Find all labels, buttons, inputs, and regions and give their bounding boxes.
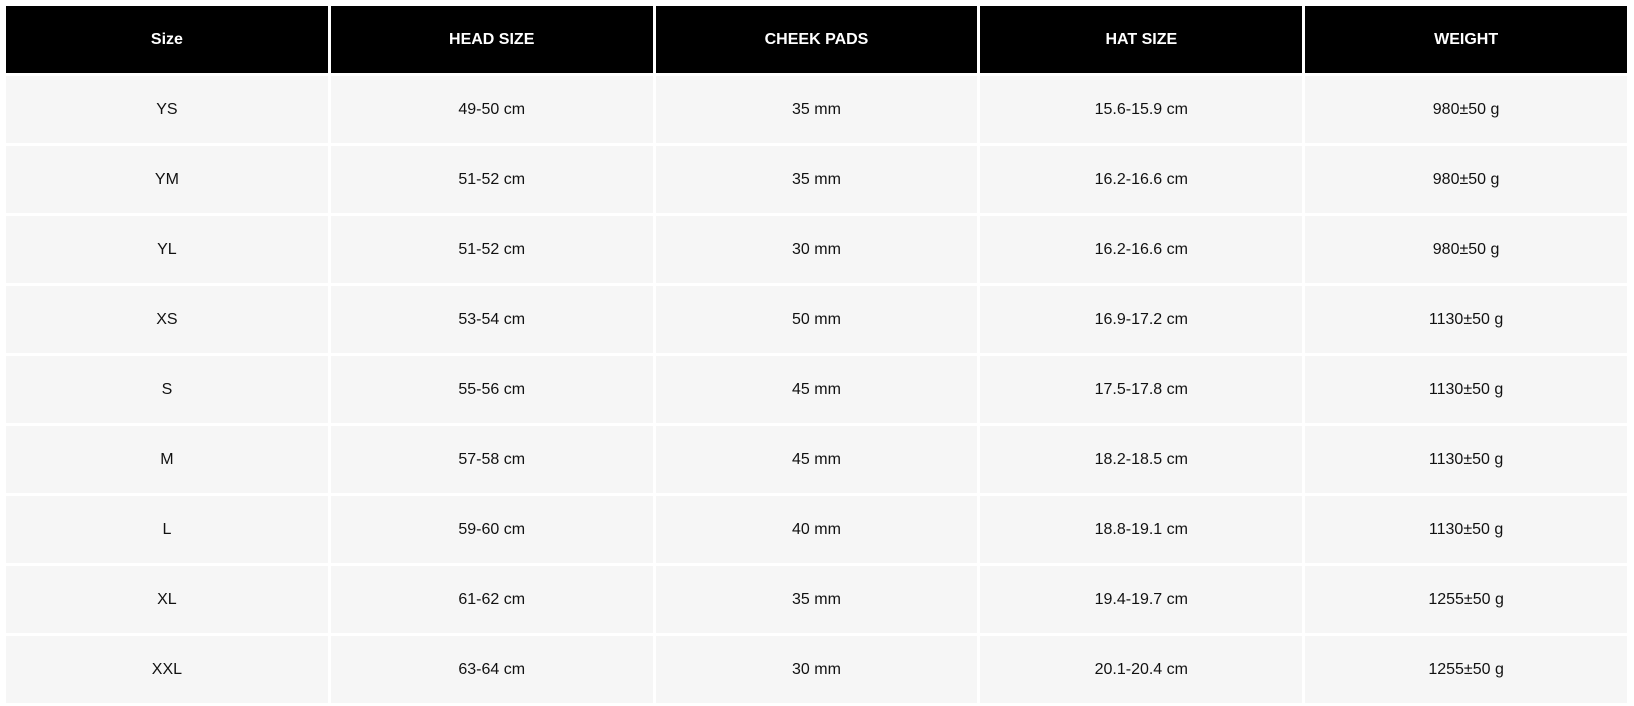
cell-cheek-pads: 35 mm xyxy=(656,146,978,213)
cell-weight: 1130±50 g xyxy=(1305,426,1627,493)
cell-size: YS xyxy=(6,76,328,143)
cell-head-size: 63-64 cm xyxy=(331,636,653,703)
cell-hat-size: 19.4-19.7 cm xyxy=(980,566,1302,633)
cell-size: YM xyxy=(6,146,328,213)
cell-size: YL xyxy=(6,216,328,283)
cell-weight: 980±50 g xyxy=(1305,216,1627,283)
cell-weight: 980±50 g xyxy=(1305,146,1627,213)
cell-size: L xyxy=(6,496,328,563)
header-weight: WEIGHT xyxy=(1305,6,1627,73)
header-size: Size xyxy=(6,6,328,73)
cell-size: S xyxy=(6,356,328,423)
table-row xyxy=(6,566,1627,633)
cell-hat-size: 15.6-15.9 cm xyxy=(980,76,1302,143)
cell-cheek-pads: 35 mm xyxy=(656,566,978,633)
header-row xyxy=(6,6,1627,73)
table-row xyxy=(6,216,1627,283)
table-row xyxy=(6,636,1627,703)
table-row xyxy=(6,426,1627,493)
cell-head-size: 55-56 cm xyxy=(331,356,653,423)
cell-weight: 980±50 g xyxy=(1305,76,1627,143)
cell-size: XL xyxy=(6,566,328,633)
cell-hat-size: 18.8-19.1 cm xyxy=(980,496,1302,563)
cell-size: XXL xyxy=(6,636,328,703)
cell-weight: 1130±50 g xyxy=(1305,496,1627,563)
cell-head-size: 53-54 cm xyxy=(331,286,653,353)
cell-head-size: 49-50 cm xyxy=(331,76,653,143)
header-cheek-pads: CHEEK PADS xyxy=(656,6,978,73)
size-chart-table xyxy=(3,3,1630,706)
cell-weight: 1130±50 g xyxy=(1305,356,1627,423)
cell-hat-size: 17.5-17.8 cm xyxy=(980,356,1302,423)
header-head-size: HEAD SIZE xyxy=(331,6,653,73)
cell-head-size: 51-52 cm xyxy=(331,216,653,283)
table-body xyxy=(6,76,1627,703)
cell-cheek-pads: 40 mm xyxy=(656,496,978,563)
table-row xyxy=(6,496,1627,563)
cell-hat-size: 20.1-20.4 cm xyxy=(980,636,1302,703)
cell-cheek-pads: 50 mm xyxy=(656,286,978,353)
cell-weight: 1130±50 g xyxy=(1305,286,1627,353)
cell-hat-size: 16.2-16.6 cm xyxy=(980,146,1302,213)
cell-cheek-pads: 30 mm xyxy=(656,216,978,283)
cell-hat-size: 16.9-17.2 cm xyxy=(980,286,1302,353)
cell-cheek-pads: 45 mm xyxy=(656,426,978,493)
cell-cheek-pads: 35 mm xyxy=(656,76,978,143)
table-row xyxy=(6,286,1627,353)
cell-head-size: 57-58 cm xyxy=(331,426,653,493)
cell-weight: 1255±50 g xyxy=(1305,636,1627,703)
table-row xyxy=(6,146,1627,213)
cell-size: XS xyxy=(6,286,328,353)
header-hat-size: HAT SIZE xyxy=(980,6,1302,73)
cell-hat-size: 18.2-18.5 cm xyxy=(980,426,1302,493)
cell-head-size: 61-62 cm xyxy=(331,566,653,633)
cell-head-size: 59-60 cm xyxy=(331,496,653,563)
cell-weight: 1255±50 g xyxy=(1305,566,1627,633)
cell-size: M xyxy=(6,426,328,493)
cell-cheek-pads: 30 mm xyxy=(656,636,978,703)
table-header xyxy=(6,6,1627,73)
table-row xyxy=(6,76,1627,143)
cell-cheek-pads: 45 mm xyxy=(656,356,978,423)
table-row xyxy=(6,356,1627,423)
cell-head-size: 51-52 cm xyxy=(331,146,653,213)
cell-hat-size: 16.2-16.6 cm xyxy=(980,216,1302,283)
